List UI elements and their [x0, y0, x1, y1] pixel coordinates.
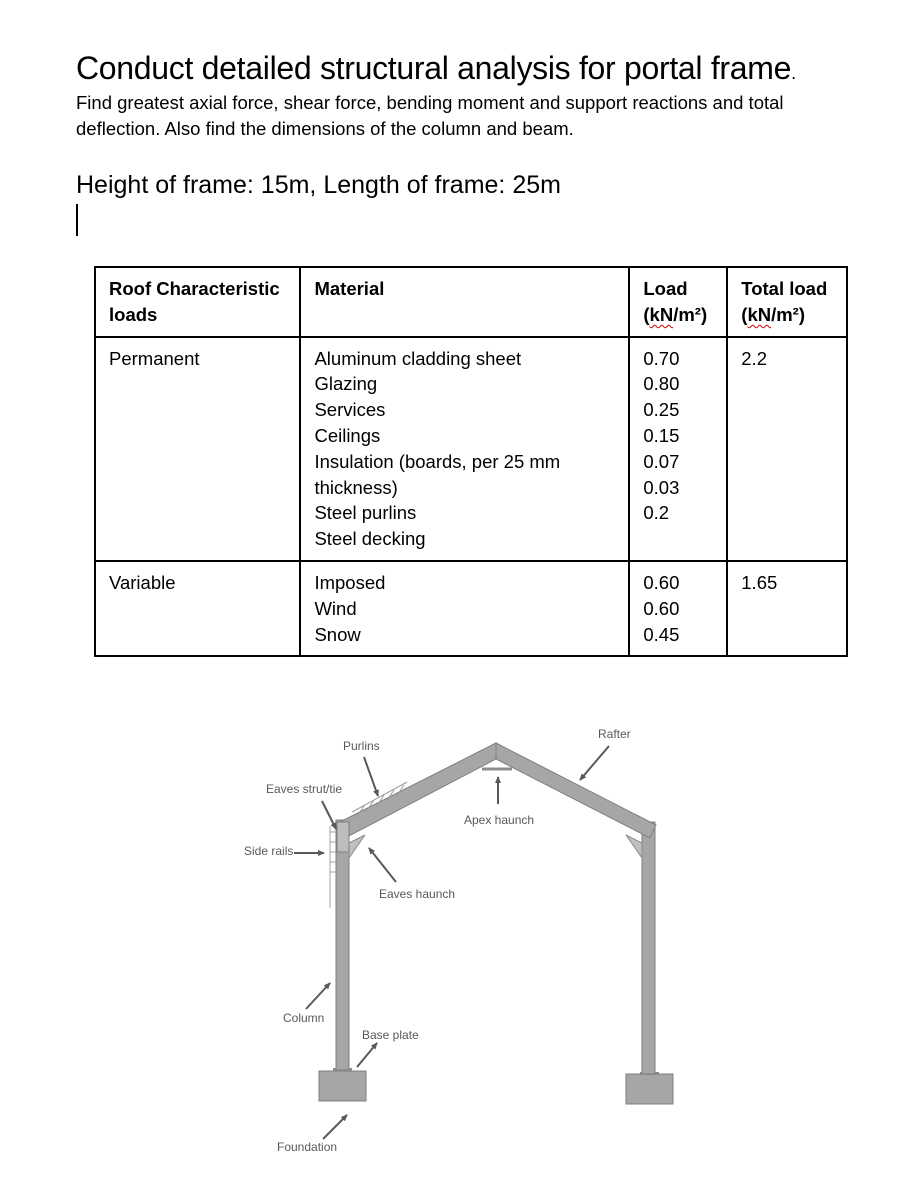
load-value: 0.25: [643, 399, 680, 421]
material-item: Ceilings: [314, 424, 381, 446]
title-text: Conduct detailed structural analysis for portal frame: [76, 50, 792, 86]
rafter-arrow: [580, 746, 609, 780]
loads-cell: [629, 337, 727, 561]
title-period: .: [791, 63, 796, 83]
spellcheck-underline: kN: [649, 303, 674, 325]
header-load-title: Load: [643, 278, 688, 299]
right-foundation: [626, 1074, 673, 1104]
header-material: Material: [300, 267, 629, 337]
load-value: 0.60: [643, 571, 680, 593]
page-title: [76, 48, 796, 93]
header-total-load: [727, 267, 847, 337]
material-item: Steel decking: [314, 528, 426, 550]
foundation-label: Foundation: [277, 1140, 338, 1154]
foundation-arrow: [323, 1115, 347, 1139]
load-value: 0.45: [643, 623, 680, 645]
rafter-label: Rafter: [598, 727, 631, 741]
task-description: Find greatest axial force, shear force, bending moment and support reactions and total deflection. Also find the dimensions of the column and beam.: [76, 92, 784, 139]
materials-cell: [300, 561, 629, 656]
apex-haunch-label: Apex haunch: [464, 813, 535, 827]
load-value: 0.80: [643, 373, 680, 395]
header-load-unit: (kN/m²): [643, 303, 708, 325]
total-load-cell: 2.2: [727, 337, 847, 561]
material-item: Services: [314, 399, 386, 421]
column-arrow: [306, 983, 330, 1009]
load-value: 0.2: [643, 502, 670, 524]
column-label: Column: [283, 1011, 325, 1025]
header-total-load-unit: (kN/m²): [741, 303, 806, 325]
roof-loads-table: [94, 266, 848, 657]
side-rails-label: Side rails: [244, 844, 294, 858]
eaves-haunch-label: Eaves haunch: [379, 887, 456, 901]
eaves-strut: [337, 822, 349, 852]
material-item: Steel purlins: [314, 502, 417, 524]
eaves-strut-label: Eaves strut/tie: [266, 782, 343, 796]
left-eaves-haunch: [349, 835, 365, 858]
table-row-permanent: [95, 337, 847, 561]
right-eaves-haunch: [626, 835, 642, 858]
table-header-row: [95, 267, 847, 337]
material-item: Wind: [314, 597, 357, 619]
left-foundation: [319, 1071, 366, 1101]
load-value: 0.70: [643, 347, 680, 369]
load-value: 0.07: [643, 450, 680, 472]
material-item: Insulation (boards, per 25 mm thickness): [314, 450, 561, 498]
total-load-cell: 1.65: [727, 561, 847, 656]
right-column: [642, 822, 655, 1074]
base-plate-label: Base plate: [362, 1028, 419, 1042]
left-column: [336, 820, 349, 1070]
load-value: 0.03: [643, 476, 680, 498]
loads-cell: [629, 561, 727, 656]
load-value: 0.15: [643, 424, 680, 446]
load-value: 0.60: [643, 597, 680, 619]
material-item: Aluminum cladding sheet: [314, 347, 522, 369]
frame-dimensions: Height of frame: 15m, Length of frame: 25m: [76, 171, 561, 199]
purlins-arrow: [364, 757, 378, 796]
eaves-strut-arrow: [322, 801, 336, 829]
header-load: [629, 267, 727, 337]
eaves-haunch-arrow: [369, 848, 396, 882]
table-row-variable: [95, 561, 847, 656]
category-cell: Permanent: [95, 337, 300, 561]
material-item: Imposed: [314, 571, 386, 593]
spellcheck-underline: kN: [747, 303, 772, 325]
material-item: Glazing: [314, 373, 378, 395]
materials-cell: [300, 337, 629, 561]
portal-frame-diagram: [0, 680, 908, 1184]
text-cursor: [76, 204, 78, 236]
material-item: Snow: [314, 623, 361, 645]
purlins-label: Purlins: [343, 739, 380, 753]
header-total-load-title: Total load: [741, 278, 828, 299]
base-plate-arrow: [357, 1043, 377, 1067]
header-roof-characteristic-loads: Roof Characteristic loads: [95, 267, 300, 337]
side-rails: [330, 826, 336, 908]
category-cell: Variable: [95, 561, 300, 656]
